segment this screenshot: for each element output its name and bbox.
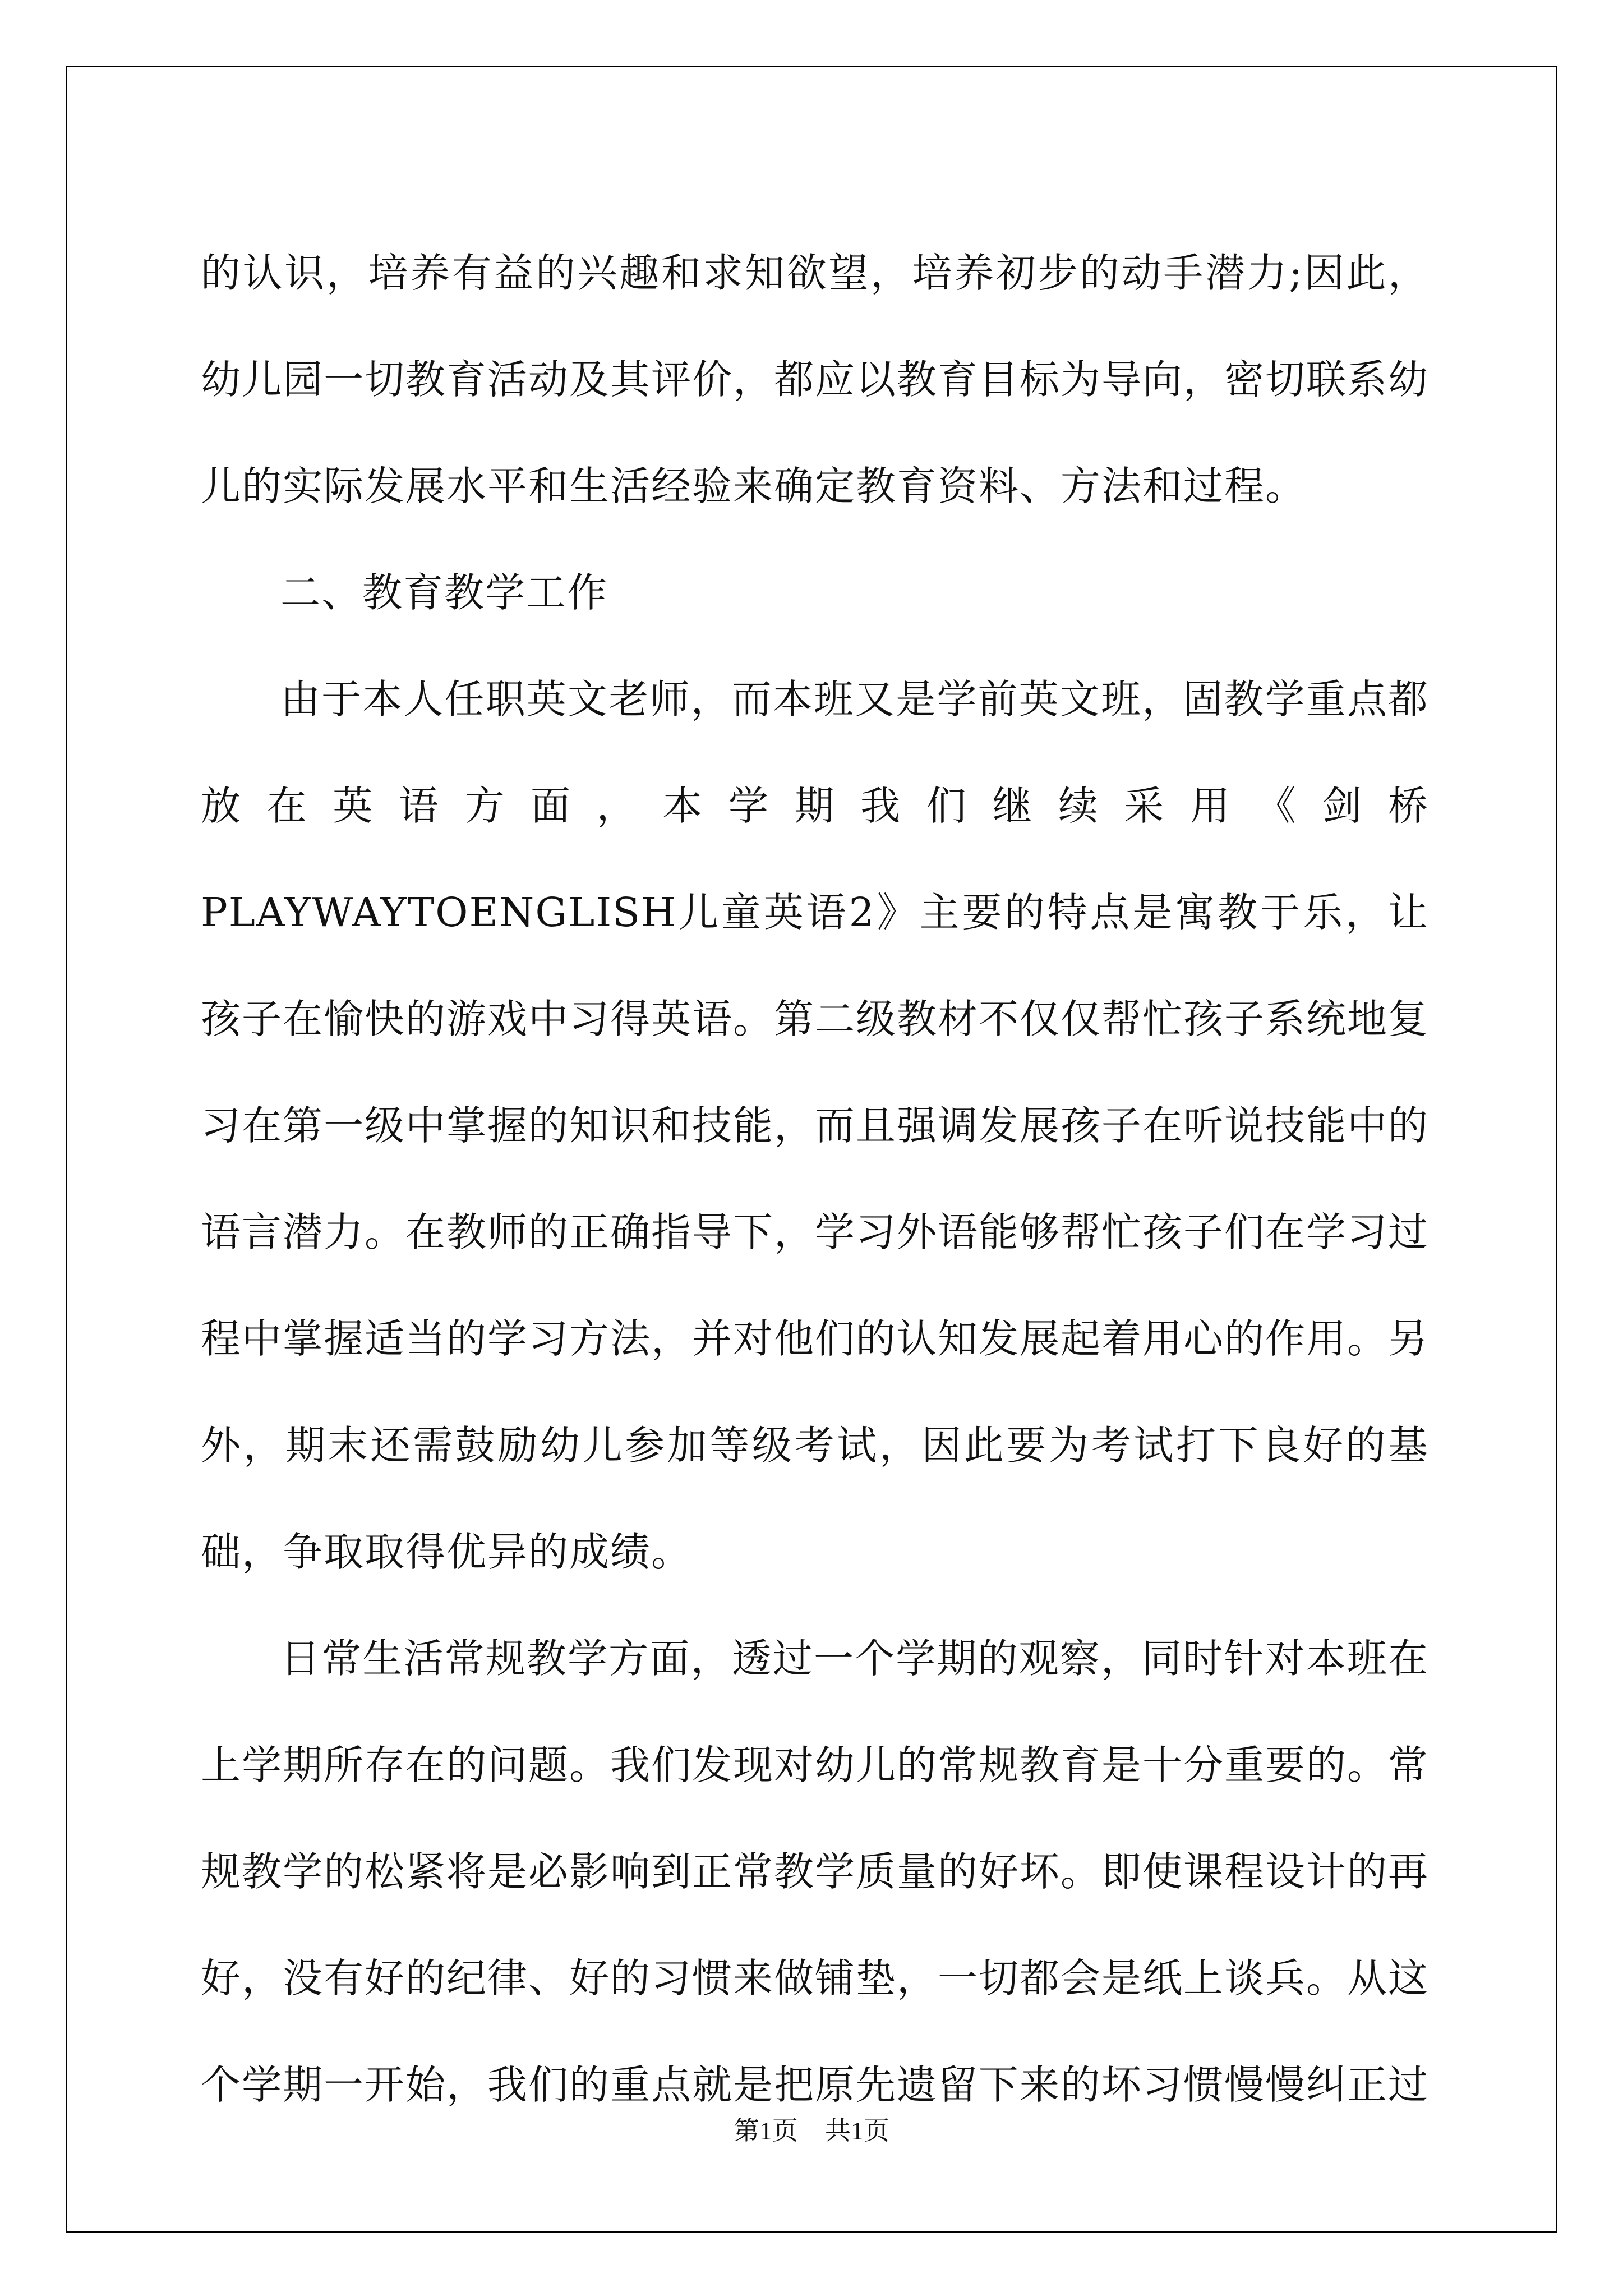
section-heading: 二、教育教学工作 <box>280 569 608 616</box>
paragraph-1: 的认识，培养有益的兴趣和求知欲望，培养初步的动手潜力;因此，幼儿园一切教育活动及其评价，都应以教育目标为导向，密切联系幼儿的实际发展水平和生活经验来确定教育资料、方法和过程。 <box>201 250 1430 509</box>
paragraph-3: 日常生活常规教学方面，透过一个学期的观察，同时针对本班在上学期所存在的问题。我们发现对幼儿的常规教育是十分重要的。常规教学的松紧将是必影响到正常教学质量的好坏。即使课程设计的再好，没有好的纪律、好的习惯来做铺垫，一切都会是纸上谈兵。从这个学期一开始，我们的重点就是把原先遗留下来的坏习惯慢慢纠正过 <box>201 1635 1430 2108</box>
page-total: 共1页 <box>825 2116 889 2145</box>
document-body <box>201 220 1429 2138</box>
page-number: 第1页 <box>734 2116 798 2145</box>
paragraph-2: 由于本人任职英文老师，而本班又是学前英文班，固教学重点都放在英语方面，本学期我们继续采用《剑桥PLAYWAYTOENGLISH儿童英语2》主要的特点是寓教于乐，让孩子在愉快的游戏中习得英语。第二级教材不仅仅帮忙孩子系统地复习在第一级中掌握的知识和技能，而且强调发展孩子在听说技能中的语言潜力。在教师的正确指导下，学习外语能够帮忙孩子们在学习过程中掌握适当的学习方法，并对他们的认知发展起着用心的作用。另外，期末还需鼓励幼儿参加等级考试，因此要为考试打下良好的基础，争取取得优异的成绩。 <box>201 676 1430 1575</box>
page-footer <box>0 2110 1623 2147</box>
